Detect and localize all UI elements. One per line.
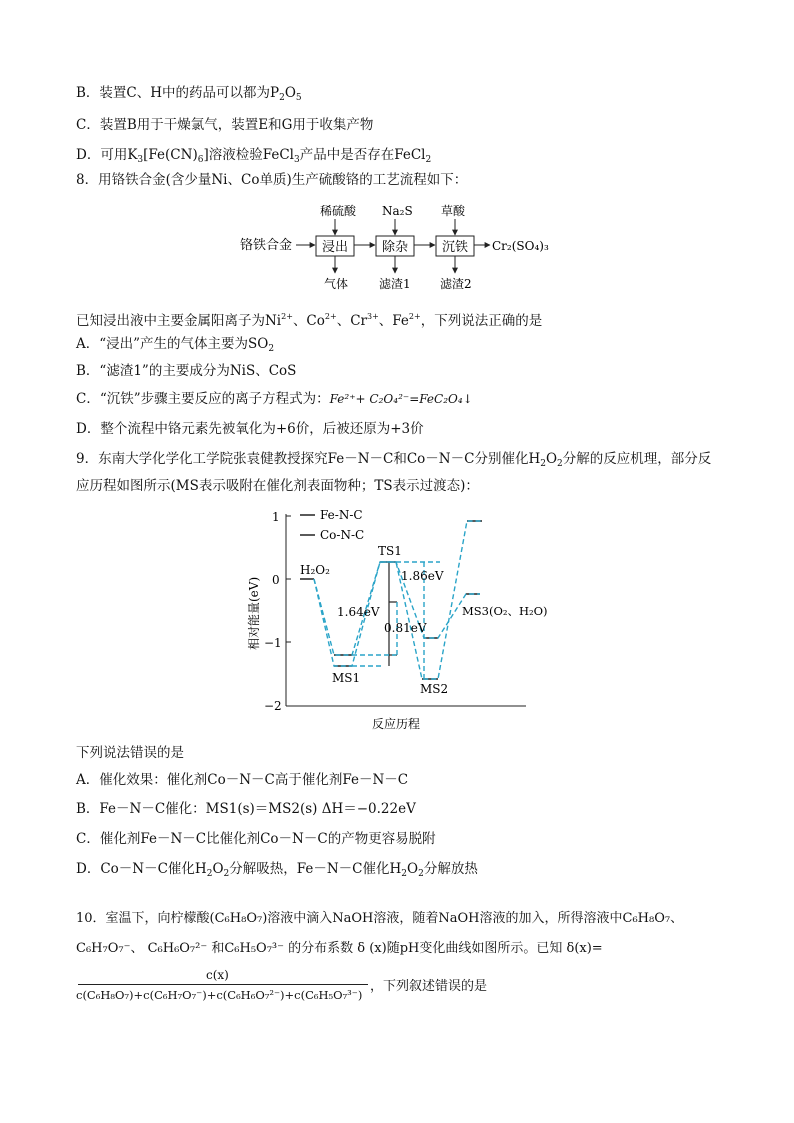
x-axis-label: 反应历程 <box>372 717 421 731</box>
legend-co: Co-N-C <box>320 528 365 542</box>
q8-option-c: C．“沉铁”步骤主要反应的离子方程式为：Fe²⁺+ C₂O₄²⁻=FeC₂O₄↓ <box>76 391 473 407</box>
flow-box3-label: 沉铁 <box>442 240 469 255</box>
q10-line2: C₆H₇O₇⁻、 C₆H₆O₇²⁻ 和C₆H₅O₇³⁻ 的分布系数 δ (x)随pH变化曲线如图所示。已知 δ(x)= <box>76 941 603 956</box>
q8-option-d: D．整个流程中铬元素先被氧化为+6价，后被还原为+3价 <box>76 421 424 437</box>
q9-energy-chart <box>238 500 578 740</box>
flow-output1: 气体 <box>324 277 349 291</box>
q7-option-d: D．可用$K_3[Fe(CN)_6]$溶液检验FeCl$_3$产品中是否存在FeCl$_2$ <box>76 147 432 165</box>
flow-output3: 滤渣2 <box>440 277 472 291</box>
ytick-neg1: −1 <box>264 636 282 650</box>
y-axis-label: 相对能量(eV) <box>247 576 261 650</box>
ytick-1: 1 <box>272 510 280 524</box>
q8-option-a: A．“浸出”产生的气体主要为$SO_2$ <box>76 336 275 354</box>
q9-option-c: C．催化剂Fe－N－C比催化剂Co－N－C的产物更容易脱附 <box>76 831 436 847</box>
ytick-neg2: −2 <box>264 699 282 713</box>
q7-option-c: C．装置B用于干燥氯气，装置E和G用于收集产物 <box>76 117 374 133</box>
q8-option-b: B．“滤渣1”的主要成分为NiS、CoS <box>76 363 297 379</box>
q8-stem: 8．用铬铁合金(含少量Ni、Co单质)生产硫酸铬的工艺流程如下： <box>76 172 468 188</box>
label-h2o2: H₂O₂ <box>300 563 330 577</box>
q10-frac-numerator: c(x) <box>206 968 229 982</box>
label-ms2: MS2 <box>420 682 449 696</box>
q8-known: 已知浸出液中主要金属阳离子为$Ni^{2+}$、$Co^{2+}$、$Cr^{3+}$、$Fe^{2+}$，下列说法正确的是 <box>76 312 543 329</box>
flow-output2: 滤渣1 <box>379 277 411 291</box>
label-ms3: MS3(O₂、H₂O) <box>462 604 548 618</box>
q9-option-d: D．Co－N－C催化$H_2O_2$分解吸热，Fe－N－C催化$H_2O_2$分解放热 <box>76 861 478 879</box>
q10-line1: 10．室温下，向柠檬酸(C₆H₈O₇)溶液中滴入NaOH溶液，随着NaOH溶液的加入，所得溶液中C₆H₈O₇、 <box>76 911 684 926</box>
q8-flow-diagram <box>236 196 566 296</box>
label-ms1: MS1 <box>332 671 361 685</box>
q9-option-a: A．催化效果：催化剂Co－N－C高于催化剂Fe－N－C <box>76 772 409 788</box>
q10-tail: ，下列叙述错误的是 <box>370 979 488 994</box>
q9-ask: 下列说法错误的是 <box>76 745 184 761</box>
label-164: 1.64eV <box>337 605 380 619</box>
label-081: 0.81eV <box>384 621 427 635</box>
q9-option-b: B．Fe－N－C催化：MS1(s)＝MS2(s) ΔH＝−0.22eV <box>76 801 416 817</box>
legend-fe: Fe-N-C <box>320 508 363 522</box>
flow-input2: Na₂S <box>382 204 413 218</box>
ytick-0: 0 <box>272 573 280 587</box>
q9-stem-line1: 9．东南大学化学化工学院张袁健教授探究Fe－N－C和Co－N－C分别催化$H_2O_2$分解的反应机理，部分反 <box>76 451 712 469</box>
label-186: 1.86eV <box>401 569 444 583</box>
q7-option-b: B．装置C、H中的药品可以都为$P_2O_5$ <box>76 85 302 103</box>
q10-frac-bar <box>78 984 368 985</box>
flow-box2-label: 除杂 <box>382 240 409 255</box>
flow-input1: 稀硫酸 <box>320 204 357 218</box>
flow-input3: 草酸 <box>441 204 466 218</box>
flow-product: Cr₂(SO₄)₃ <box>492 239 549 253</box>
label-ts1: TS1 <box>378 544 402 558</box>
flow-start: 铬铁合金 <box>240 238 293 253</box>
flow-box1-label: 浸出 <box>322 240 349 255</box>
q10-frac-denominator: c(C₆H₈O₇)+c(C₆H₇O₇⁻)+c(C₆H₆O₇²⁻)+c(C₆H₅O₇³⁻) <box>76 988 363 1002</box>
q9-stem-line2: 应历程如图所示(MS表示吸附在催化剂表面物种；TS表示过渡态)： <box>76 478 479 494</box>
